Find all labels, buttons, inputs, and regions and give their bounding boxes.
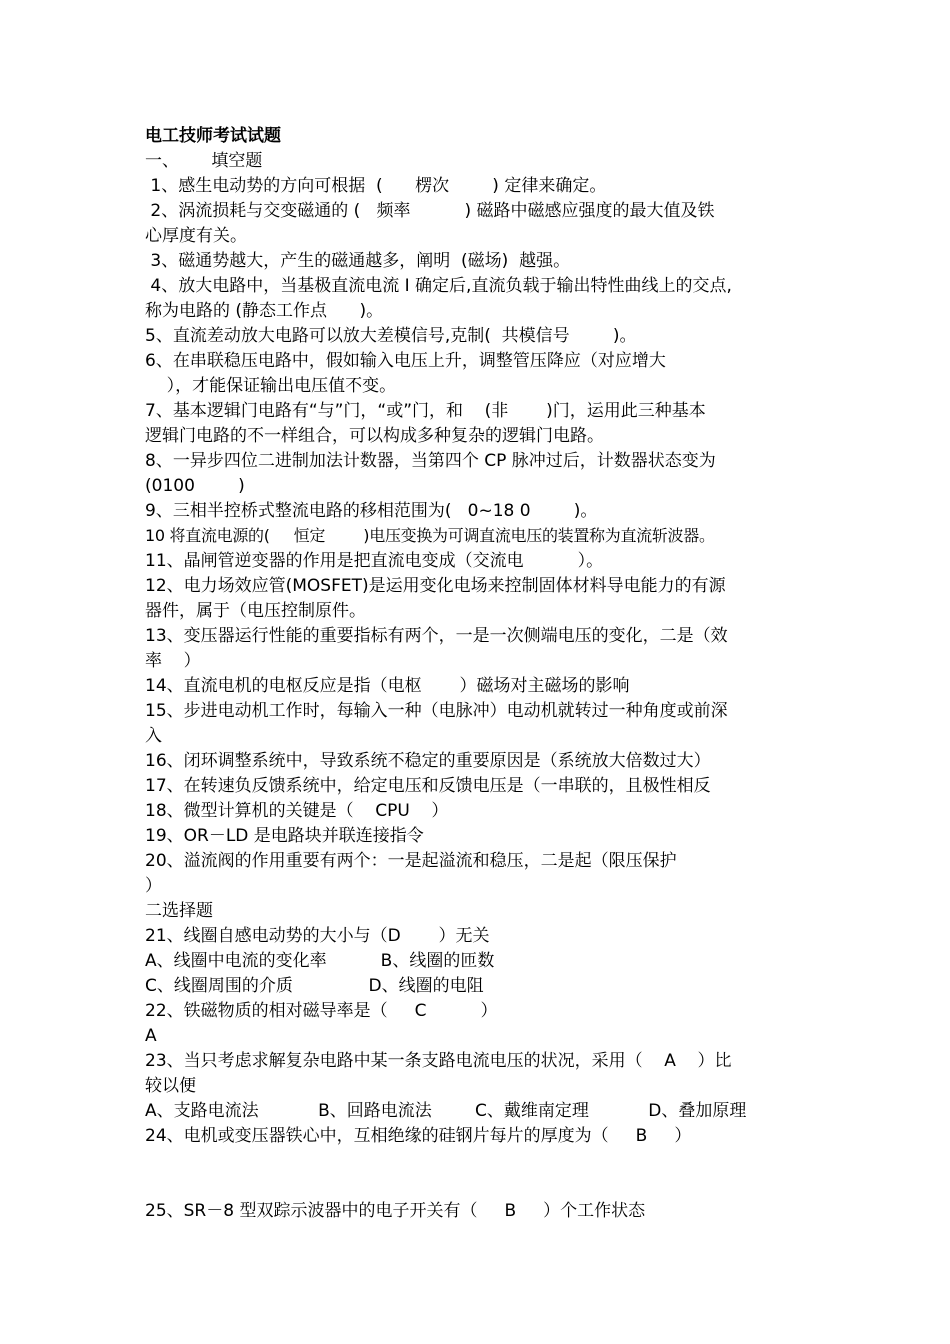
text-line: 25、SR－8 型双踪示波器中的电子开关有（ B ）个工作状态: [145, 1201, 646, 1221]
text-line: 24、电机或变压器铁心中，互相绝缘的硅钢片每片的厚度为（ B ）: [145, 1126, 692, 1146]
text-line: 逻辑门电路的不一样组合，可以构成多种复杂的逻辑门电路。: [145, 426, 604, 446]
text-line: 5、直流差动放大电路可以放大差模信号,克制( 共模信号 )。: [145, 326, 637, 346]
text-line: A、线圈中电流的变化率 B、线圈的匝数: [145, 951, 495, 971]
document-title: 电工技师考试试题: [145, 126, 281, 146]
text-line: 3、磁通势越大，产生的磁通越多，阐明 (磁场) 越强。: [145, 251, 571, 271]
text-line: 16、闭环调整系统中，导致系统不稳定的重要原因是（系统放大倍数过大）: [145, 751, 711, 771]
text-line: A、支路电流法 B、回路电流法 C、戴维南定理 D、叠加原理: [145, 1101, 747, 1121]
text-line: 12、电力场效应管(MOSFET)是运用变化电场来控制固体材料导电能力的有源: [145, 576, 726, 596]
text-line: 7、基本逻辑门电路有“与”门，“或”门，和 (非 )门，运用此三种基本: [145, 401, 706, 421]
text-line: 15、步进电动机工作时，每输入一种（电脉冲）电动机就转过一种角度或前深: [145, 701, 728, 721]
text-line: 6、在串联稳压电路中，假如输入电压上升，调整管压降应（对应增大: [145, 351, 666, 371]
text-line: 4、放大电路中，当基极直流电流 I 确定后,直流负载于输出特性曲线上的交点,: [145, 276, 732, 296]
text-line: 17、在转速负反馈系统中，给定电压和反馈电压是（一串联的，且极性相反: [145, 776, 711, 796]
section-heading: 二选择题: [145, 901, 213, 921]
text-line: 20、溢流阀的作用重要有两个：一是起溢流和稳压，二是起（限压保护: [145, 851, 677, 871]
text-line: (0100 ): [145, 476, 245, 496]
text-line: 8、一异步四位二进制加法计数器，当第四个 CP 脉冲过后，计数器状态变为: [145, 451, 716, 471]
text-line: 21、线圈自感电动势的大小与（D ）无关: [145, 926, 490, 946]
text-line: 10 将直流电源的( 恒定 )电压变换为可调直流电压的装置称为直流斩波器。: [145, 526, 715, 545]
text-line: ），才能保证输出电压值不变。: [145, 376, 397, 396]
text-line: 较以便: [145, 1076, 196, 1096]
text-line: 心厚度有关。: [145, 226, 247, 246]
text-line: ）: [145, 876, 162, 896]
text-line: 2、涡流损耗与交变磁通的 ( 频率 ) 磁路中磁感应强度的最大值及铁: [145, 201, 715, 221]
text-line: 入: [145, 726, 162, 746]
text-line: 22、铁磁物质的相对磁导率是（ C ）: [145, 1001, 498, 1021]
text-line: C、线圈周围的介质 D、线圈的电阻: [145, 976, 484, 996]
section-heading: 一、 填空题: [145, 151, 263, 171]
text-line: 器件，属于（电压控制原件。: [145, 601, 366, 621]
text-line: 18、微型计算机的关键是（ CPU ）: [145, 801, 449, 821]
text-line: 11、晶闸管逆变器的作用是把直流电变成（交流电 ）。: [145, 551, 604, 571]
text-line: 率 ）: [145, 651, 201, 671]
text-line: A: [145, 1026, 157, 1046]
text-line: 14、直流电机的电枢反应是指（电枢 ）磁场对主磁场的影响: [145, 676, 630, 696]
text-line: 称为电路的 (静态工作点 )。: [145, 301, 384, 321]
text-line: 13、变压器运行性能的重要指标有两个，一是一次侧端电压的变化，二是（效: [145, 626, 728, 646]
text-line: 23、当只考虑求解复杂电路中某一条支路电流电压的状况，采用（ A ）比: [145, 1051, 732, 1071]
text-line: 1、感生电动势的方向可根据 ( 楞次 ) 定律来确定。: [145, 176, 607, 196]
text-line: 19、OR－LD 是电路块并联连接指令: [145, 826, 424, 846]
text-line: 9、三相半控桥式整流电路的移相范围为( 0~18 0 )。: [145, 501, 598, 521]
